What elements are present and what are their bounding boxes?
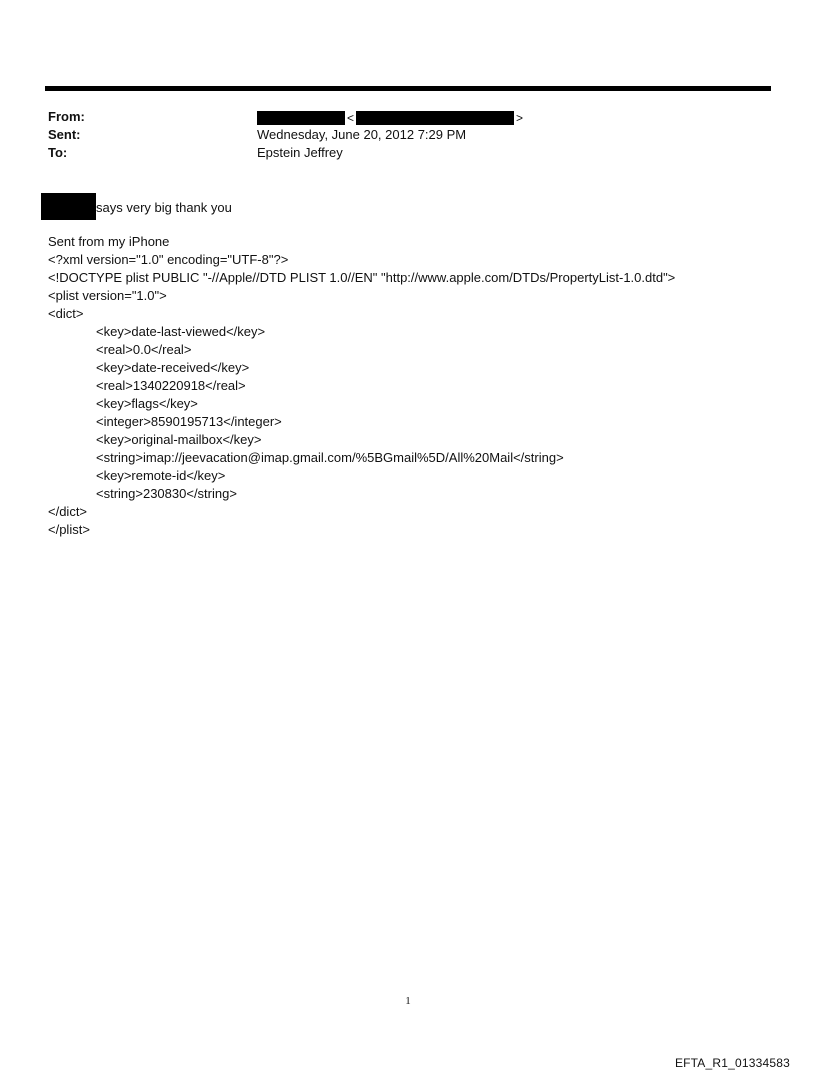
from-row — [48, 108, 768, 126]
from-label: From: — [48, 109, 85, 124]
message-text — [41, 193, 232, 220]
body-line: </plist> — [48, 522, 90, 537]
body-line: <dict> — [48, 306, 84, 321]
redacted-name — [41, 193, 96, 220]
redacted-sender-email — [356, 111, 514, 125]
document-id: EFTA_R1_01334583 — [674, 1056, 790, 1070]
sent-label: Sent: — [48, 127, 81, 142]
body-line: <key>remote-id</key> — [96, 468, 226, 483]
email-header — [48, 108, 768, 162]
body-line: <key>date-received</key> — [96, 360, 250, 375]
from-value — [257, 108, 525, 127]
body-line: Sent from my iPhone — [48, 234, 170, 249]
body-line: <integer>8590195713</integer> — [96, 414, 282, 429]
page-number: 1 — [405, 995, 411, 1007]
to-value: Epstein Jeffrey — [257, 145, 343, 160]
body-line: <!DOCTYPE plist PUBLIC "-//Apple//DTD PLIST 1.0//EN" "http://www.apple.com/DTDs/PropertyList-1.0.dtd"> — [48, 270, 676, 285]
to-row — [48, 144, 768, 162]
to-label: To: — [48, 145, 68, 160]
header-rule — [45, 86, 771, 91]
body-line: <key>flags</key> — [96, 396, 198, 411]
body-line: <?xml version="1.0" encoding="UTF-8"?> — [48, 252, 289, 267]
message-line: says very big thank you — [96, 200, 232, 215]
body-line: <key>original-mailbox</key> — [96, 432, 262, 447]
body-line: <real>0.0</real> — [96, 342, 192, 357]
body-line: </dict> — [48, 504, 88, 519]
email-body — [48, 233, 675, 539]
body-line: <plist version="1.0"> — [48, 288, 167, 303]
email-open-bracket: < — [347, 110, 355, 125]
email-close-bracket: > — [516, 110, 524, 125]
sent-row — [48, 126, 768, 144]
body-line: <real>1340220918</real> — [96, 378, 246, 393]
redacted-sender-name — [257, 111, 345, 125]
body-line: <string>imap://jeevacation@imap.gmail.com/%5BGmail%5D/All%20Mail</string> — [96, 450, 564, 465]
sent-value: Wednesday, June 20, 2012 7:29 PM — [257, 127, 467, 142]
body-line: <key>date-last-viewed</key> — [96, 324, 266, 339]
body-line: <string>230830</string> — [96, 486, 237, 501]
